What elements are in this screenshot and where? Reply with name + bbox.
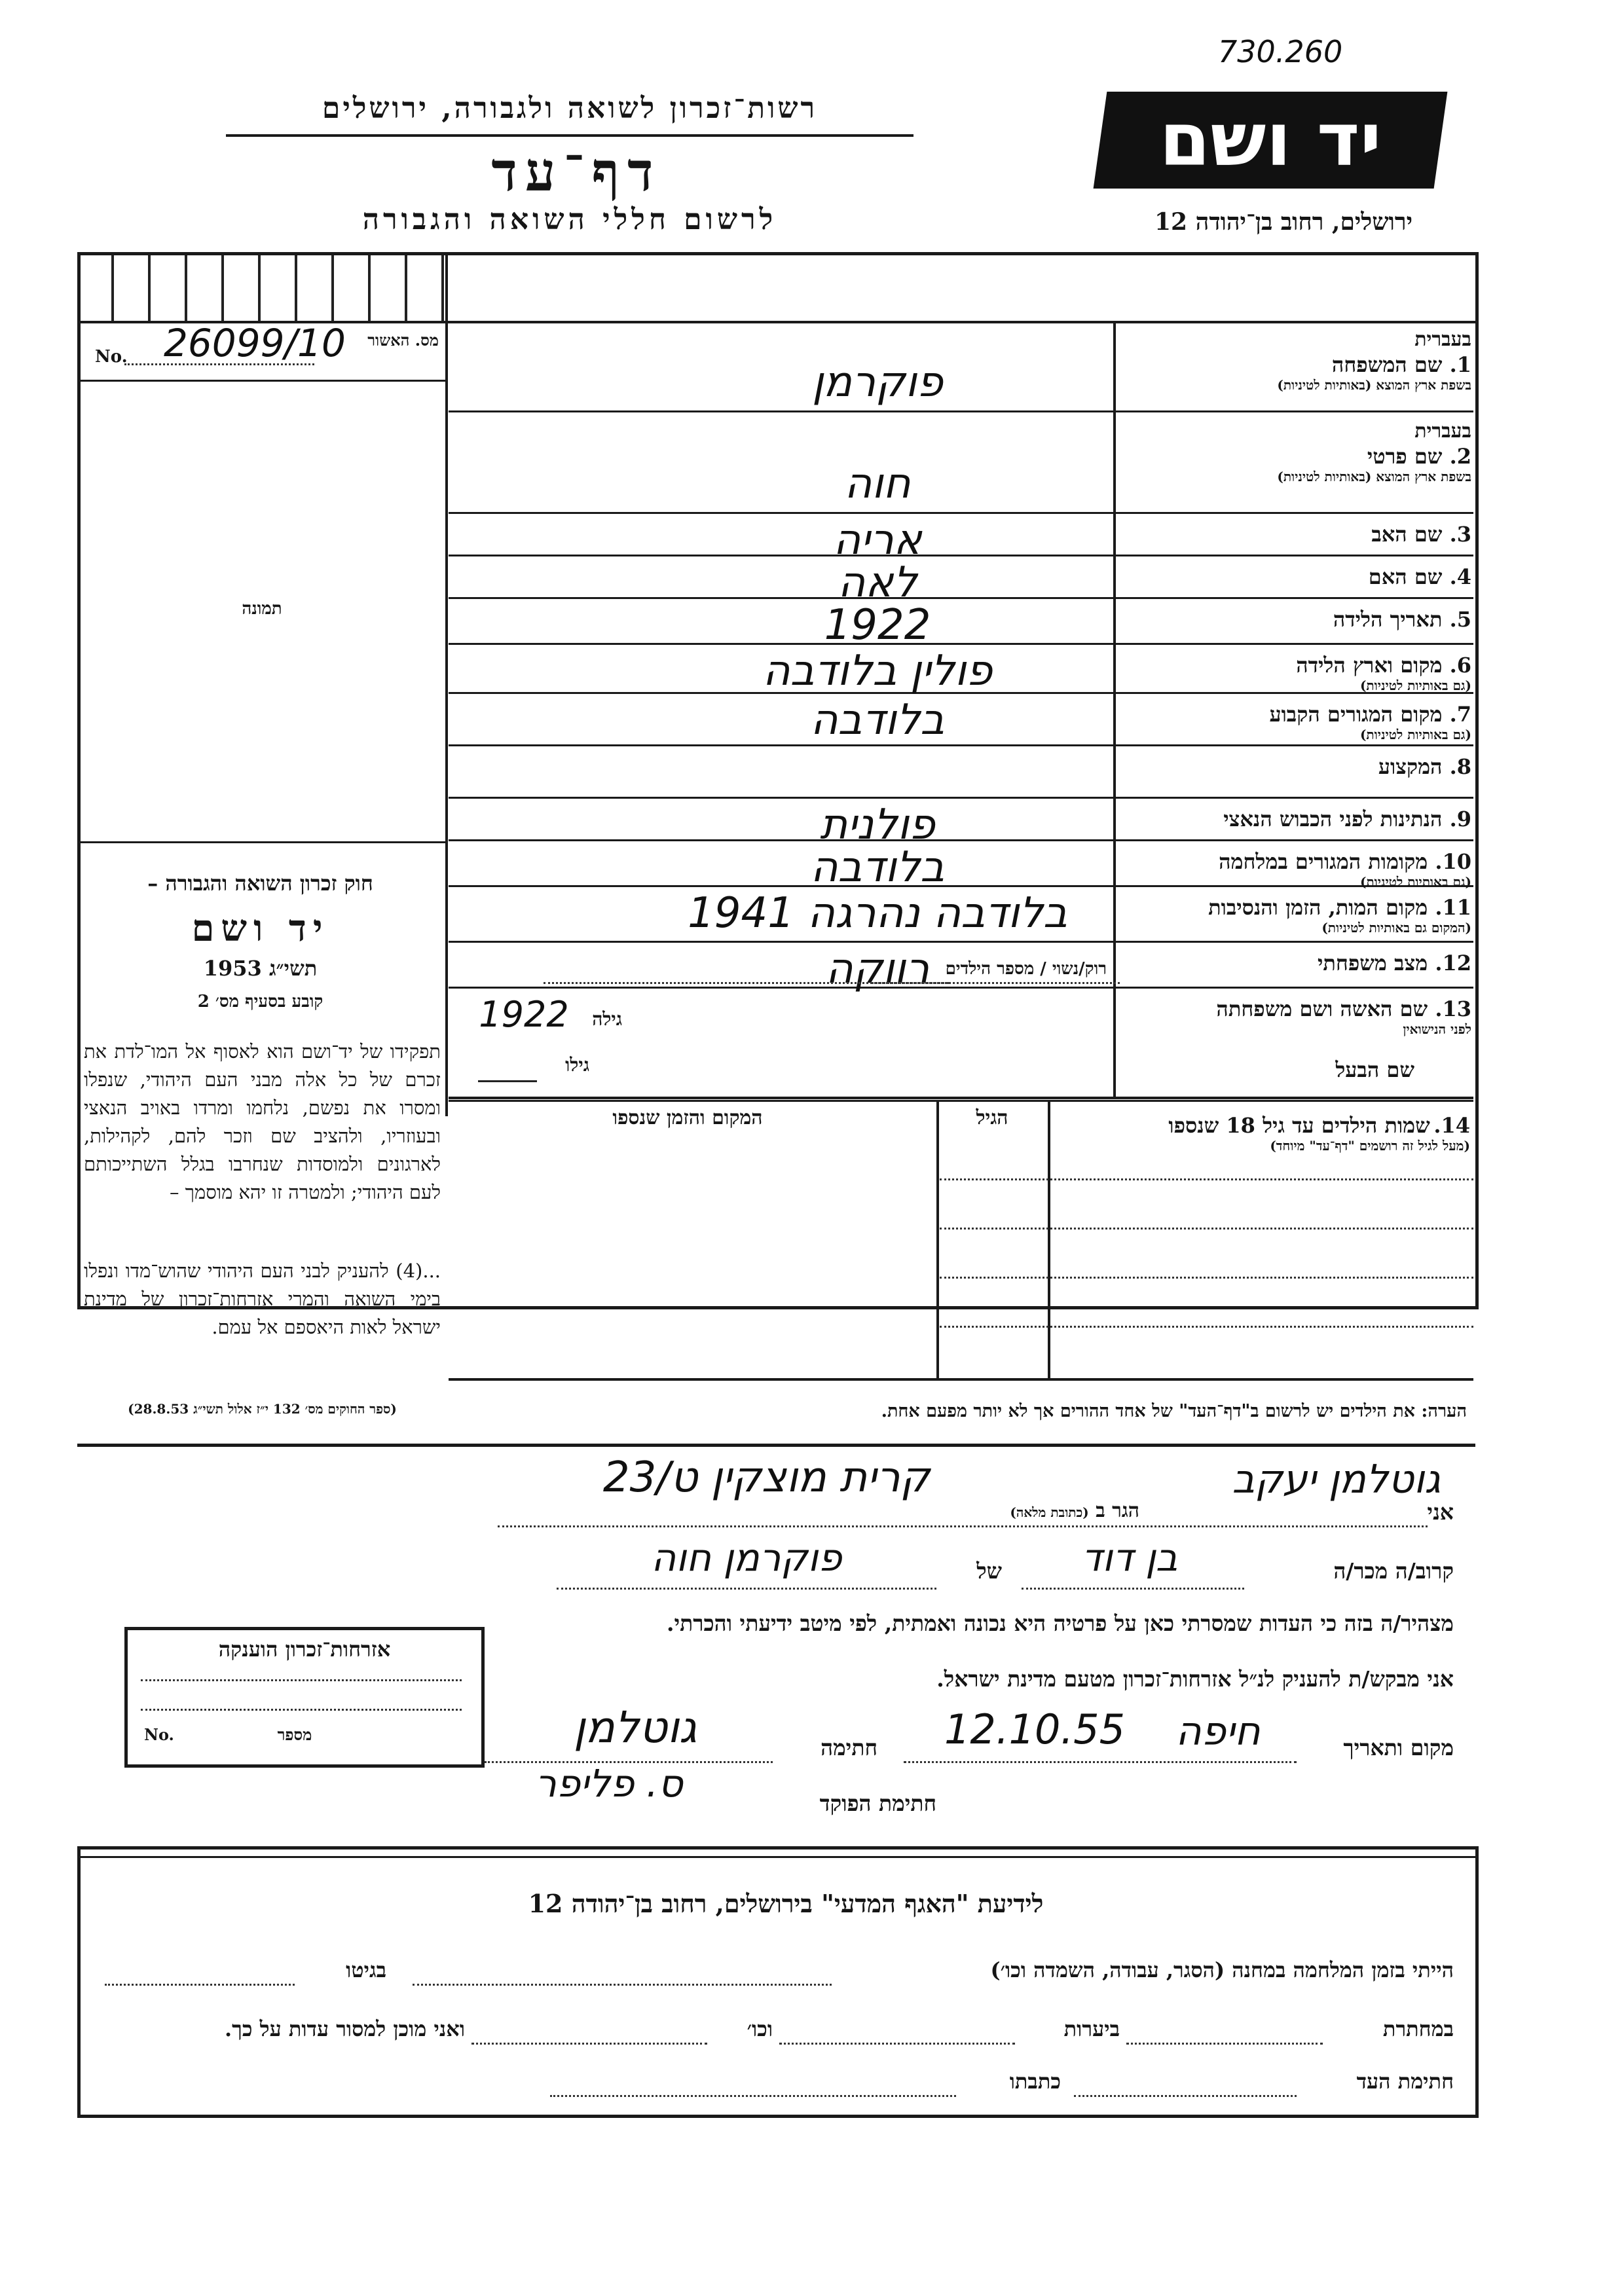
field-label <box>1121 564 1471 589</box>
archive-number: 730.260 <box>1218 34 1343 69</box>
approval-number: 26099/10 <box>164 321 346 365</box>
citizenship-number-label: מספר <box>277 1725 312 1744</box>
note-bottom-line <box>77 1444 1475 1447</box>
field-number: 10. <box>1435 849 1471 874</box>
field-number: 12. <box>1435 951 1471 975</box>
ghetto-label: בגיטו <box>346 1958 386 1982</box>
children-col-age: הגיל <box>976 1106 1008 1129</box>
yad-vashem-logo <box>1094 92 1448 189</box>
address-label: כתבתו <box>1009 2069 1061 2094</box>
camp-line <box>413 1984 832 1986</box>
row13-bottom-line <box>449 1097 1473 1099</box>
official-signature: ס. פליפר <box>535 1761 683 1806</box>
citizenship-line-1 <box>141 1679 462 1681</box>
field-value: בלודבה <box>810 843 945 892</box>
field-sub: (גם באותיות לטיניות) <box>1359 678 1471 693</box>
partisans-label: במחתרת <box>1382 2016 1454 2041</box>
children-col-age-left <box>936 1100 939 1378</box>
children-number: 14. <box>1433 1113 1470 1138</box>
bottom-line1: הייתי בזמן המלחמה במחנה (הסגר, עבודה, השמדה וכו׳) <box>990 1958 1454 1982</box>
field-number: 11. <box>1435 895 1471 920</box>
field-value: רווקה <box>825 945 930 993</box>
approval-label: מס. האשור <box>367 331 439 350</box>
field-sub: לפני הנישואין <box>1403 1021 1471 1037</box>
date-value: 12.10.55 <box>944 1705 1126 1753</box>
citizenship-title: אזרחות־זכרון הוענקה <box>218 1637 391 1662</box>
witness-sign-line <box>1074 2095 1297 2097</box>
place-value: חיפה <box>1175 1709 1261 1755</box>
field-name: שם האם <box>1368 564 1443 589</box>
witness-name: גוטלמן יעקב <box>1232 1457 1441 1503</box>
label-col-divider <box>1113 321 1116 1097</box>
ghetto-line <box>105 1984 295 1986</box>
witness-of-line <box>557 1588 936 1590</box>
field-label <box>1121 607 1471 632</box>
row12-dotline <box>871 982 950 984</box>
field-name: שם המשפחה <box>1331 352 1443 377</box>
field-number: 1. <box>1449 352 1471 377</box>
law-source: (ספר החוקים מס׳ 132 י״ז אלול תשי״ג 28.8.53) <box>128 1401 397 1417</box>
field-value: לאה <box>838 558 917 607</box>
children-sub: (מעל לגיל זה רושמים "דף־עד" מיוחד) <box>1270 1138 1470 1154</box>
field-name: המקצוע <box>1378 754 1443 779</box>
signature-value: גוטלמן <box>573 1702 697 1753</box>
children-top-line <box>449 1100 1473 1102</box>
authority-underline <box>226 134 913 137</box>
left-col-divider <box>445 252 448 1116</box>
field-label <box>1121 327 1471 393</box>
children-label <box>1061 1113 1470 1154</box>
field-label <box>1121 522 1471 547</box>
note-top-line <box>449 1378 1473 1381</box>
field-number: 2. <box>1449 444 1471 469</box>
children-row-line-2 <box>940 1228 1473 1230</box>
field-label <box>1121 951 1471 975</box>
field-number: 8. <box>1449 754 1471 779</box>
field-number: 9. <box>1449 807 1471 831</box>
approval-dotline <box>124 363 314 365</box>
place-date-line <box>904 1761 1297 1763</box>
children-row-line-3 <box>940 1277 1473 1279</box>
field-label <box>1121 895 1471 936</box>
forests-line <box>779 2043 1015 2045</box>
field-label <box>1121 754 1471 779</box>
field-value: חוה <box>844 460 911 508</box>
etc-line <box>471 2043 707 2045</box>
husband-age-label: גילו <box>565 1054 589 1076</box>
bottom-title: לידיעת "האגף המדעי" בירושלים, רחוב בן־יהודה 12 <box>528 1889 1044 1918</box>
citizenship-box <box>124 1627 485 1768</box>
witness-resident-sub: (כתובת מלאה) <box>1010 1504 1089 1520</box>
husband-age-line <box>478 1080 537 1082</box>
field-name: תאריך הלידה <box>1333 607 1443 632</box>
field-name: הנתינות לפני הכבוש הנאצי <box>1223 807 1443 831</box>
field-sub: בשפת ארץ המוצא (באותיות לטיניות) <box>1277 377 1471 393</box>
field-name: מקום וארץ הלידה <box>1296 653 1443 678</box>
field-value: בלודבה נהרגה 1941 <box>688 889 1067 938</box>
field-value: בלודבה <box>810 696 945 744</box>
witness-relation-label: קרוב/ה מכר/ה <box>1333 1558 1454 1584</box>
field-value: פוקרמן <box>812 358 943 407</box>
approval-no-label: No. <box>95 347 128 367</box>
declaration-text: מצהיר/ה בזה כי העדות שמסרתי כאן על פרטיה היא נכונה ואמתית, לפי מיטב ידיעתי והכרתי. <box>667 1611 1454 1636</box>
law-year: תשי״ג 1953 <box>203 956 318 981</box>
row12-extra-label: רוק/נשוי / מספר הילדים <box>945 959 1107 979</box>
note-text: הערה: את הילדים יש לרשום ב"דף־העד" של אחד ההורים אך לא יותר מפעם אחת. <box>881 1401 1467 1421</box>
field-value: אריה <box>833 516 922 564</box>
husband-label: שם הבעל <box>1335 1057 1414 1082</box>
law-clause: קובע בסעיף מס׳ 2 <box>197 992 323 1011</box>
authority-name: רשות־זכרון לשואה ולגבורה, ירושלים <box>322 92 818 125</box>
doc-title: דף־עד <box>491 141 661 204</box>
partisans-line <box>1126 2043 1323 2045</box>
field-number: 5. <box>1449 607 1471 632</box>
field-name: מקום המגורים הקבוע <box>1269 702 1443 727</box>
signature-label: חתימה <box>821 1735 877 1760</box>
photo-bottom-line <box>77 841 447 843</box>
law-title: חוק זכרון השואה והגבורה – <box>147 871 373 896</box>
field-tag: בעברית <box>1414 420 1471 443</box>
field-number: 7. <box>1449 702 1471 727</box>
witness-relation-line <box>1022 1588 1244 1590</box>
children-row-line-1 <box>940 1178 1473 1180</box>
field-name: מקום המות, הזמן והנסיבות <box>1208 895 1428 920</box>
witness-resident <box>943 1499 1139 1522</box>
tick-boxes <box>77 255 445 321</box>
row12-field-line <box>544 982 1120 984</box>
header-address: ירושלים, רחוב בן־יהודה 12 <box>1154 208 1413 236</box>
field-label <box>1121 702 1471 742</box>
forests-label: ביערות <box>1063 2016 1120 2041</box>
logo-text: יד ושם <box>1159 98 1382 183</box>
witness-ani-label: אני <box>1427 1499 1454 1525</box>
field-number: 4. <box>1449 564 1471 589</box>
field-number: 3. <box>1449 522 1471 547</box>
etc-label: וכו׳ <box>747 2016 773 2041</box>
witness-resident-label: הגר ב <box>1096 1499 1139 1522</box>
photo-top-line <box>77 380 447 382</box>
children-title: שמות הילדים עד גיל 18 שנספו <box>1168 1113 1430 1138</box>
doc-subtitle: לרשום חללי השואה והגבורה <box>362 203 777 236</box>
witness-of-name: פוקרמן חוה <box>651 1535 842 1580</box>
children-col-age-right <box>1048 1100 1050 1378</box>
address-line <box>550 2095 956 2097</box>
field-value: פולין בלודבה <box>762 647 993 695</box>
field-label <box>1121 653 1471 693</box>
field-name: מקומות המגורים במלחמה <box>1219 849 1428 874</box>
row13-age-label: גילה <box>592 1008 622 1030</box>
law-title-yv: יד ושם <box>191 907 329 950</box>
field-name: מצב משפחתי <box>1318 951 1428 975</box>
field-label <box>1121 849 1471 890</box>
law-text-2: ...(4) להעניק לבני העם היהודי שהוש־מדו ונפלו בימי השואה והמרי אזרחות־זכרון של מדינת ישראל לאות היאספם אל עמם. <box>84 1260 441 1338</box>
witness-address: קרית מוצקין ט/23 <box>602 1453 930 1502</box>
witness-relation: בן דוד <box>1081 1535 1178 1580</box>
ready-label: ואני מוכן למסור עדות על כך. <box>224 2016 465 2041</box>
witness-address-line <box>498 1525 1428 1527</box>
field-name: שם האב <box>1371 522 1443 547</box>
field-value: פולנית <box>820 801 935 849</box>
field-row-line <box>449 410 1473 412</box>
photo-label: תמונה <box>242 599 282 619</box>
field-name: שם פרטי <box>1367 444 1443 469</box>
children-row-line-4 <box>940 1326 1473 1328</box>
field-value: 1922 <box>824 601 931 649</box>
field-label <box>1121 807 1471 831</box>
official-label: חתימת הפוקד <box>819 1791 936 1816</box>
citizenship-line-2 <box>141 1709 462 1711</box>
law-text: תפקידו של יד־ושם הוא לאסוף אל המו־לדת את זכרם של כל אלה מבני העם היהודי, שנפלו ומסרו את נפשם, נלחמו ומרדו באויב הנאצי ובעוזריו, ולהציב שם וזכר להם, לקהילות, לארגונים ולמוסדות שנחרבו בגלל השתייכותם לעם היהודי; ולמטרה זו יהא מוסמך – <box>84 1040 441 1203</box>
field-sub: (גם באותיות לטיניות) <box>1359 874 1471 890</box>
field-number: 6. <box>1449 653 1471 678</box>
witness-of-label: של <box>976 1558 1002 1584</box>
field-sub: בשפת ארץ המוצא (באותיות לטיניות) <box>1277 469 1471 484</box>
field-tag: בעברית <box>1414 328 1471 351</box>
field-label <box>1121 996 1471 1037</box>
field-label <box>1121 419 1471 484</box>
request-text: אני מבקש/ת להעניק לנ״ל אזרחות־זכרון מטעם מדינת ישראל. <box>936 1666 1454 1692</box>
children-col-place: המקום והזמן שנספו <box>612 1106 763 1129</box>
field-name: שם האשה ושם משפחתה <box>1216 996 1428 1021</box>
witness-sign-label: חתימת העד <box>1356 2069 1454 2094</box>
field-number: 13. <box>1435 996 1471 1021</box>
citizenship-no-label: No. <box>144 1725 174 1744</box>
place-date-label: מקום ותאריך <box>1343 1735 1454 1760</box>
field-value: 1922 <box>479 994 569 1035</box>
field-sub: (המקום גם באותיות לטיניות) <box>1321 920 1471 936</box>
field-sub: (גם באותיות לטיניות) <box>1359 727 1471 742</box>
